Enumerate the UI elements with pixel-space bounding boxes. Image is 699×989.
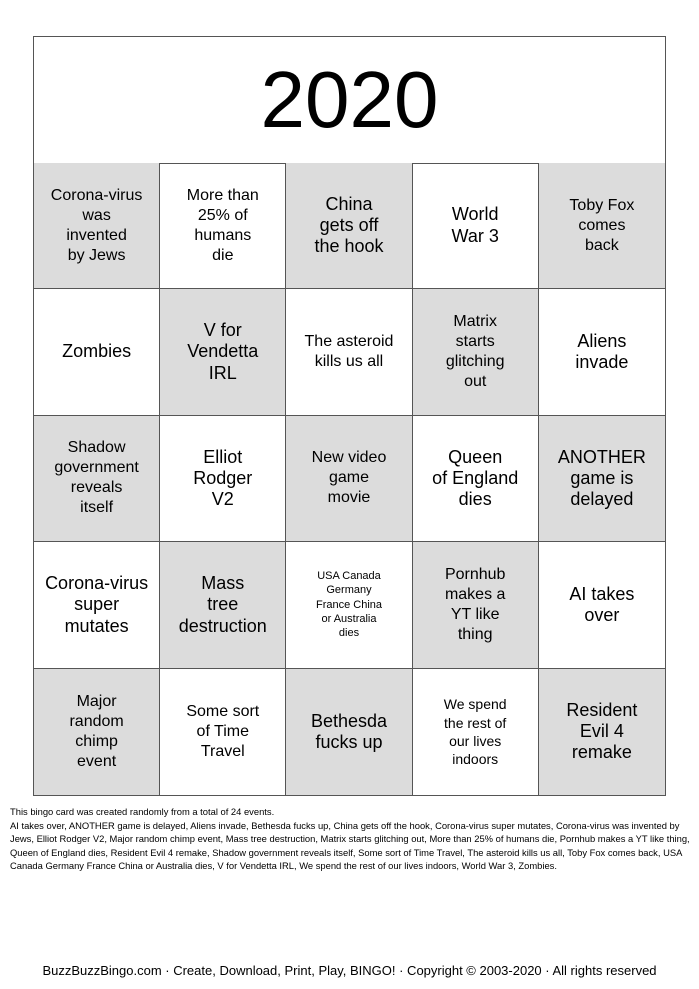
bingo-cell-line: Matrix [453, 313, 497, 331]
card-title: 2020 [34, 37, 665, 164]
bingo-cell [413, 542, 539, 668]
bingo-cell-line: More than [186, 186, 259, 204]
bingo-cell-text [566, 700, 637, 764]
bingo-cell-line: Elliot [203, 446, 243, 467]
bingo-cell-text [312, 448, 387, 508]
bingo-cell-line: by Jews [67, 246, 126, 264]
bingo-cell-line: invented [66, 226, 127, 244]
bingo-cell [413, 289, 539, 415]
bingo-cell [539, 289, 665, 415]
bingo-cell-line: IRL [208, 362, 237, 383]
bingo-cell [286, 163, 412, 289]
bingo-cell-text [305, 332, 394, 372]
bingo-cell-line: Corona-virus [50, 186, 143, 204]
bingo-cell-text [558, 447, 646, 511]
bingo-cell-line: fucks up [315, 731, 383, 752]
bingo-cell-line: thing [457, 625, 493, 643]
bingo-cell-line: kills us all [314, 353, 384, 371]
bingo-cell [286, 669, 412, 795]
bingo-cell-line: invade [575, 352, 629, 373]
bingo-cell [413, 669, 539, 795]
bingo-cell-line: back [584, 236, 619, 254]
bingo-cell-line: YT like [450, 605, 500, 623]
bingo-cell [413, 163, 539, 289]
bingo-cell-line: Travel [200, 742, 245, 760]
bingo-cell-line: Rodger [193, 467, 253, 488]
bingo-cell [34, 416, 160, 542]
bingo-cell-text [575, 331, 628, 373]
bingo-cell-line: Pornhub [444, 565, 506, 583]
bingo-cell-text [45, 573, 148, 637]
bingo-cell-line: Resident [566, 699, 638, 720]
bingo-cell [34, 289, 160, 415]
bingo-cell-text [314, 194, 383, 258]
bingo-cell-line: of Time [196, 722, 250, 740]
bingo-cell-line: die [212, 246, 234, 264]
bingo-cell-text [452, 204, 499, 246]
bingo-cell-line: China [325, 193, 373, 214]
bingo-cell-line: random [69, 712, 124, 730]
bingo-cell-line: reveals [70, 479, 123, 497]
bingo-cell [160, 542, 286, 668]
bingo-cell [160, 289, 286, 415]
bingo-cell-line: France China [315, 598, 383, 611]
bingo-cell-line: chimp [75, 732, 118, 750]
bingo-cell [413, 416, 539, 542]
bingo-cell-line: our lives [449, 732, 502, 749]
bingo-cell-line: government [54, 459, 139, 477]
card-info [10, 805, 690, 873]
bingo-cell-line: V for [203, 320, 242, 341]
bingo-cell-line: delayed [570, 489, 634, 510]
bingo-cell-text [316, 569, 382, 640]
bingo-cell-line: We spend [443, 696, 507, 713]
bingo-cell-line: the rest of [444, 714, 507, 731]
bingo-cell-line: the hook [314, 236, 384, 257]
bingo-cell-line: of England [432, 467, 519, 488]
bingo-cell-line: dies [458, 489, 492, 510]
bingo-grid [34, 163, 665, 795]
bingo-cell-line: Aliens [577, 330, 627, 351]
bingo-cell-line: Some sort [186, 702, 260, 720]
bingo-cell-line: Major [76, 692, 117, 710]
bingo-cell [286, 289, 412, 415]
bingo-cell-line: dies [338, 627, 360, 640]
bingo-cell [160, 669, 286, 795]
bingo-cell-text [569, 584, 634, 626]
bingo-cell-line: ANOTHER [557, 446, 646, 467]
bingo-cell-line: comes [578, 216, 626, 234]
bingo-cell-line: starts [455, 333, 495, 351]
bingo-cell [286, 416, 412, 542]
bingo-cell-text [187, 186, 259, 266]
site-footer: BuzzBuzzBingo.com · Create, Download, Print, Play, BINGO! · Copyright © 2003-2020 · All rights reserved [42, 963, 657, 978]
bingo-cell-line: Corona-virus [45, 573, 149, 594]
bingo-cell [539, 163, 665, 289]
bingo-cell-line: Mass [201, 573, 245, 594]
bingo-cell-line: game [328, 469, 369, 487]
bingo-cell-line: event [77, 752, 117, 770]
bingo-cell-line: 25% of [197, 206, 248, 224]
bingo-cell-line: The asteroid [304, 333, 394, 351]
bingo-cell-text [51, 186, 143, 266]
bingo-cell-line: over [584, 604, 620, 625]
bingo-cell-line: Zombies [62, 341, 132, 362]
bingo-cell-line: Queen [448, 446, 503, 467]
bingo-cell-text [446, 312, 505, 392]
bingo-cell-text [311, 711, 387, 753]
bingo-cell-text [445, 565, 506, 645]
bingo-cell-line: Vendetta [187, 341, 259, 362]
bingo-cell-text [187, 320, 258, 384]
bingo-cell-text [444, 695, 507, 768]
bingo-cell [160, 416, 286, 542]
bingo-cell-line: mutates [64, 615, 129, 636]
bingo-cell [34, 163, 160, 289]
bingo-cell-line: Evil 4 [579, 721, 624, 742]
bingo-cell-text [432, 447, 518, 511]
bingo-cell-line: itself [80, 499, 114, 517]
bingo-card [33, 36, 666, 796]
bingo-cell-line: humans [194, 226, 252, 244]
bingo-cell-line: Toby Fox [569, 196, 635, 214]
bingo-cell [286, 542, 412, 668]
bingo-cell-line: or Australia [321, 613, 377, 626]
bingo-cell-line: World [451, 204, 499, 225]
bingo-cell-line: was [82, 206, 111, 224]
bingo-cell-line: Germany [326, 584, 372, 597]
bingo-cell-line: remake [571, 742, 632, 763]
bingo-cell-line: Shadow [67, 439, 126, 457]
bingo-cell-line: War 3 [451, 225, 499, 246]
bingo-cell-line: game is [570, 467, 634, 488]
bingo-cell-line: AI takes [569, 583, 635, 604]
bingo-cell [539, 542, 665, 668]
bingo-cell-line: gets off [319, 215, 379, 236]
bingo-cell-line: movie [327, 489, 371, 507]
bingo-cell-line: glitching [445, 353, 505, 371]
bingo-cell-text [179, 573, 267, 637]
bingo-cell [539, 416, 665, 542]
bingo-cell-line: super [74, 594, 120, 615]
bingo-cell-line: tree [207, 594, 239, 615]
bingo-cell-text [62, 341, 131, 362]
bingo-cell-line: Bethesda [310, 710, 388, 731]
bingo-cell-line: USA Canada [317, 570, 381, 583]
bingo-cell-text [69, 692, 123, 772]
bingo-cell-text [193, 447, 252, 511]
bingo-cell-line: makes a [444, 585, 506, 603]
bingo-cell-line: New video [311, 449, 387, 467]
bingo-cell-line: out [464, 373, 487, 391]
bingo-cell-text [569, 196, 634, 256]
bingo-cell [34, 669, 160, 795]
info-event-list: AI takes over, ANOTHER game is delayed, Aliens invade, Bethesda fucks up, China gets off the hook, Corona-virus super mutates, Corona-virus was invented by Jews, Elliot Rodger V2, Major random chimp event, Mass tree destruction, Matrix starts glitching out, More than 25% of humans die, Pornhub makes a YT like thing, Queen of England dies, Resident Evil 4 remake, Shadow government reveals itself, Some sort of Time Travel, The asteroid kills us all, Toby Fox comes back, USA Canada Germany France China or Australia dies, V for Vendetta IRL, We spend the rest of our lives indoors, World War 3, Zombies. [10, 819, 690, 871]
bingo-cell-line: V2 [211, 489, 234, 510]
bingo-cell [160, 163, 286, 289]
bingo-cell [34, 542, 160, 668]
bingo-cell-line: destruction [178, 615, 267, 636]
bingo-cell-line: indoors [452, 750, 499, 767]
bingo-cell-text [54, 438, 139, 518]
info-summary: This bingo card was created randomly from a total of 24 events. [10, 806, 275, 817]
bingo-cell [539, 669, 665, 795]
bingo-cell-text [186, 702, 259, 762]
